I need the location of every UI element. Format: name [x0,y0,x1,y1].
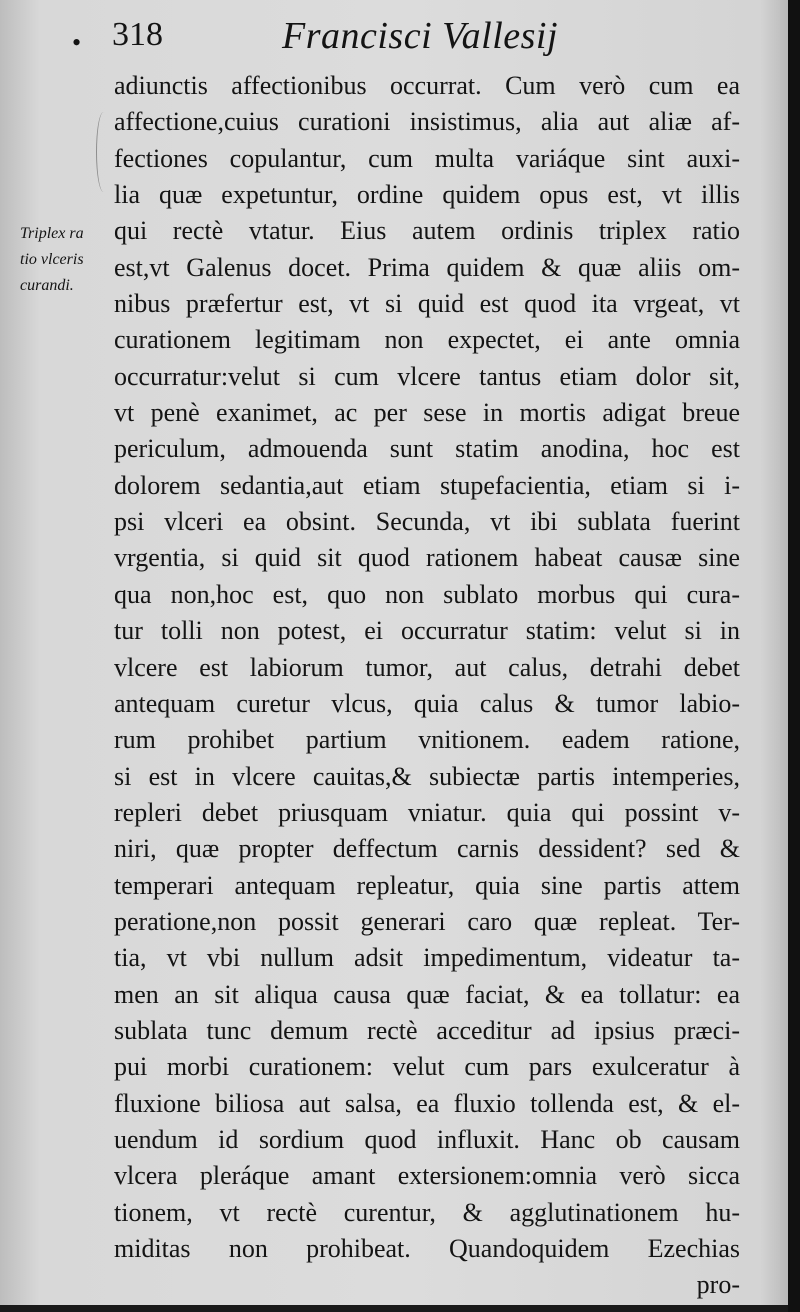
text-line: dolorem sedantia,aut etiam stupefacientia, etiam si i- [114,470,740,500]
text-line: periculum, admouenda sunt statim anodina, hoc est [114,434,740,464]
text-line: sublata tunc demum rectè acceditur ad ipsius præci- [114,1015,740,1045]
text-line: curationem legitimam non expectet, ei ante omnia [114,325,740,355]
text-line: repleri debet priusquam vniatur. quia qui possint v- [114,797,740,827]
text-line: vrgentia, si quid sit quod rationem habeat causæ sine [114,543,740,573]
text-line: psi vlceri ea obsint. Secunda, vt ibi sublata fuerint [114,507,740,537]
text-line: fectiones copulantur, cum multa variáque sint auxi- [114,143,740,173]
text-line: niri, quæ propter deffectum carnis dessident? sed & [114,834,740,864]
text-line: si est in vlcere cauitas,& subiectæ partis intemperies, [114,761,740,791]
text-line: vt penè exanimet, ac per sese in mortis adigat breue [114,398,740,428]
body-text [114,68,740,1304]
header-mark: • [72,28,82,57]
margin-note-line: curandi. [20,277,74,294]
text-line: est,vt Galenus docet. Prima quidem & quæ aliis om- [114,252,740,282]
text-line: temperari antequam repleatur, quia sine partis attem [114,870,740,900]
text-line: occurratur:velut si cum vlcere tantus etiam dolor sit, [114,361,740,391]
text-line: tur tolli non potest, ei occurratur statim: velut si in [114,616,740,646]
text-line: qua non,hoc est, quo non sublato morbus qui cura- [114,579,740,609]
text-line: lia quæ expetuntur, ordine quidem opus est, vt illis [114,180,740,210]
margin-note [20,221,112,299]
text-line: qui rectè vtatur. Eius autem ordinis triplex ratio [114,216,740,246]
text-line: tionem, vt rectè curentur, & agglutinationem hu- [114,1197,740,1227]
page-number: 318 [112,16,163,53]
page-header [0,6,790,66]
text-line: vlcera pleráque amant extersionem:omnia verò sicca [114,1161,740,1191]
text-line: affectione,cuius curationi insistimus, alia aut aliæ af- [114,107,740,137]
text-line: antequam curetur vlcus, quia calus & tumor labio- [114,688,740,718]
margin-note-line: Triplex ra [20,225,84,242]
text-line: adiunctis affectionibus occurrat. Cum verò cum ea [114,71,740,100]
text-line: peratione,non possit generari caro quæ repleat. Ter- [114,906,740,936]
margin-note-line: tio vlceris [20,251,84,268]
text-line: nibus præfertur est, vt si quid est quod ita vrgeat, vt [114,289,740,319]
text-line: men an sit aliqua causa quæ faciat, & ea tollatur: ea [114,979,740,1009]
running-head: Francisci Vallesij [282,15,559,57]
page-edge-shadow [788,0,800,1312]
margin-bracket [96,112,111,192]
catchword: pro- [696,1270,740,1300]
text-line: uendum id sordium quod influxit. Hanc ob causam [114,1124,740,1154]
text-line: miditas non prohibeat. Quandoquidem Ezechias [114,1234,740,1263]
text-line: pui morbi curationem: velut cum pars exulceratur à [114,1052,740,1082]
text-line: fluxione biliosa aut salsa, ea fluxio tollenda est, & el- [114,1088,740,1118]
text-line: tia, vt vbi nullum adsit impedimentum, videatur ta- [114,943,740,973]
text-line: vlcere est labiorum tumor, aut calus, detrahi debet [114,652,740,682]
text-line: rum prohibet partium vnitionem. eadem ratione, [114,725,740,755]
